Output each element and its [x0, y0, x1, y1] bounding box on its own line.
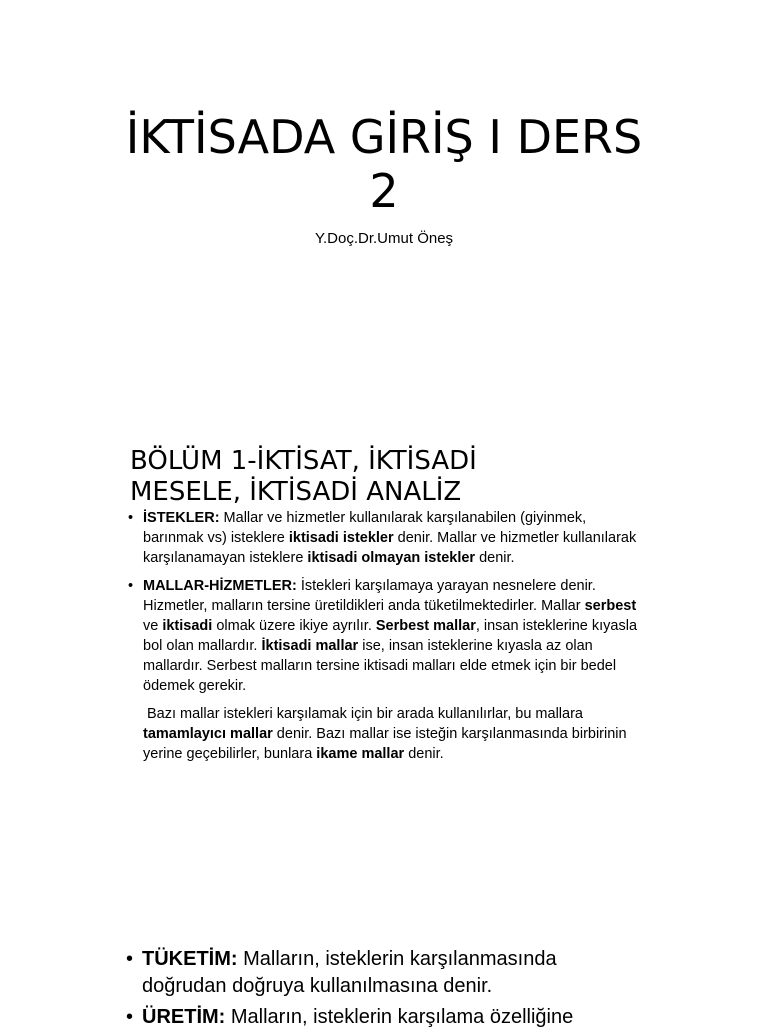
bold-term: iktisadi olmayan istekler — [307, 550, 476, 566]
bullet-istekler — [128, 508, 648, 568]
body-text: Malların, isteklerin karşılama özelliğine — [225, 1006, 574, 1028]
section-heading — [130, 446, 650, 508]
section-body — [128, 508, 648, 764]
section-heading-line-1: BÖLÜM 1-İKTİSAT, İKTİSADİ — [130, 446, 477, 476]
author-subtitle: Y.Doç.Dr.Umut Öneş — [314, 230, 454, 247]
bullet-marker: • — [126, 948, 134, 970]
bullet-tuketim — [126, 946, 646, 1000]
body-text: ise, insan isteklerine kıyasla az olan mallardır. Serbest malların tersine iktisadi malları elde etmek için bir bedel ödemek gerekir. — [143, 638, 617, 694]
bullet-marker: • — [128, 578, 134, 594]
body-text: olmak üzere ikiye ayrılır. — [212, 618, 376, 634]
term-label: TÜKETİM: — [142, 948, 238, 970]
slide-title — [0, 110, 768, 218]
slide-title-line-2: 2 — [369, 164, 399, 218]
section-heading-line-2: MESELE, İKTİSADİ ANALİZ — [130, 477, 462, 507]
paragraph-tamamlayici-ikame — [128, 704, 648, 764]
body-text: denir. Mallar ve hizmetler kullanılarak karşılanamayan isteklere — [143, 530, 637, 566]
term-label: ÜRETİM: — [142, 1006, 226, 1028]
term-label: MALLAR-HİZMETLER: — [143, 578, 297, 594]
content-slide-2 — [0, 400, 768, 930]
section-body — [126, 946, 646, 1035]
title-slide — [0, 0, 768, 400]
content-slide-3 — [0, 930, 768, 1028]
body-text: denir. Bazı mallar ise isteğin karşılanmasında birbirinin yerine geçebilirler, bunlara — [143, 726, 627, 762]
body-text: Malların, isteklerin karşılanmasında doğrudan doğruya kullanılmasına denir. — [142, 948, 557, 997]
body-text: denir. — [404, 746, 444, 762]
term-label: İSTEKLER: — [143, 510, 220, 526]
bullet-mallar-hizmetler — [128, 576, 648, 696]
bullet-marker: • — [126, 1006, 134, 1028]
bullet-uretim — [126, 1004, 646, 1031]
body-text: , insan isteklerine kıyasla bol olan mallardır. — [143, 618, 638, 654]
bullet-marker: • — [128, 510, 134, 526]
body-text: Bazı mallar istekleri karşılamak için bir arada kullanılırlar, bu mallara — [147, 706, 583, 722]
bold-term: serbest — [584, 598, 637, 614]
bold-term: Serbest mallar — [375, 618, 476, 634]
body-text: denir. — [475, 550, 515, 566]
bold-term: iktisadi — [162, 618, 213, 634]
bold-term: ikame mallar — [316, 746, 405, 762]
bold-term: iktisadi istekler — [288, 530, 394, 546]
slide-title-line-1: İKTİSADA GİRİŞ I DERS — [125, 110, 643, 164]
body-text: Mallar ve hizmetler kullanılarak karşılanabilen (giyinmek, barınmak vs) isteklere — [143, 510, 587, 546]
body-text: İstekleri karşılamaya yarayan nesnelere denir. Hizmetler, malların tersine üretildikleri anda tüketilmektedirler. Mallar — [143, 578, 596, 614]
body-text: ve — [143, 618, 163, 634]
bold-term: İktisadi mallar — [261, 638, 359, 654]
bold-term: tamamlayıcı mallar — [143, 726, 273, 742]
